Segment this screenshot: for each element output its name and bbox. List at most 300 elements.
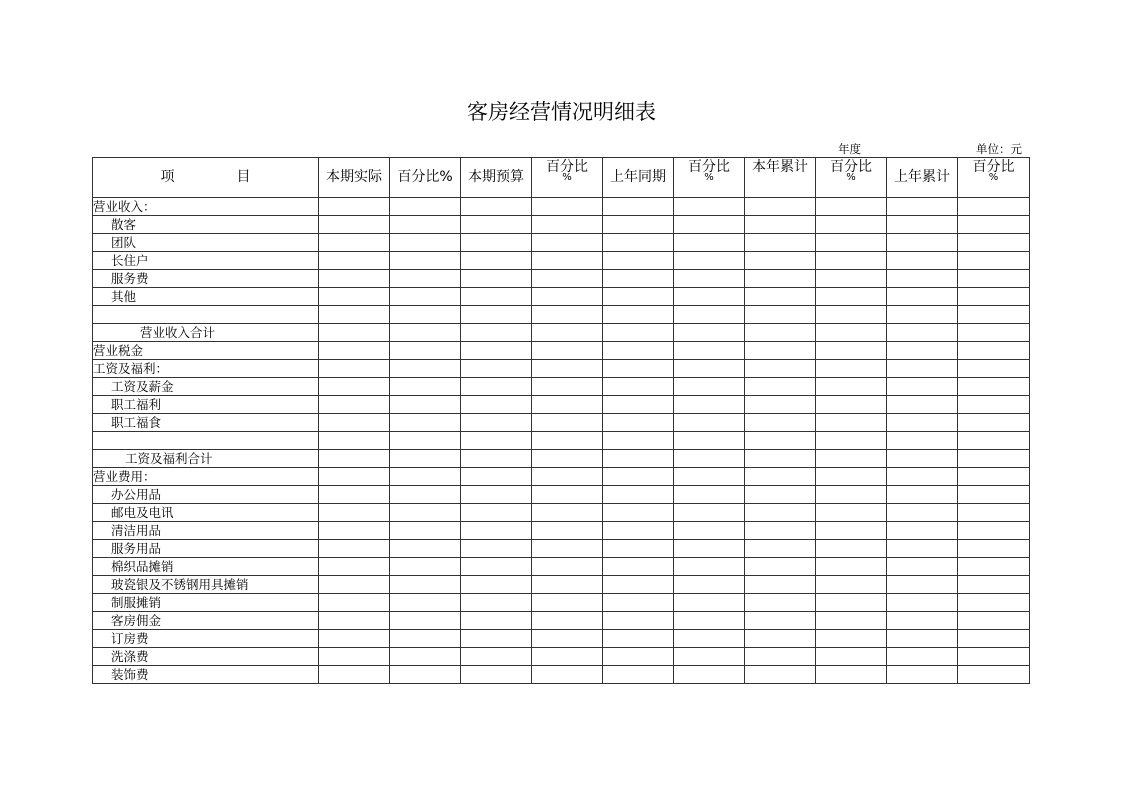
- table-cell[interactable]: [603, 450, 674, 468]
- table-cell[interactable]: [887, 414, 958, 432]
- table-cell[interactable]: [390, 522, 461, 540]
- table-cell[interactable]: [745, 540, 816, 558]
- table-cell[interactable]: [532, 216, 603, 234]
- column-header-label: 百分比: [546, 159, 588, 175]
- table-cell[interactable]: [958, 396, 1030, 414]
- column-header: [745, 158, 816, 198]
- table-cell[interactable]: [674, 558, 745, 576]
- table-cell[interactable]: [532, 558, 603, 576]
- table-cell[interactable]: [603, 360, 674, 378]
- table-cell[interactable]: [887, 612, 958, 630]
- row-label: 散客: [93, 216, 319, 234]
- table-cell[interactable]: [603, 630, 674, 648]
- table-row: [93, 558, 1030, 576]
- table-cell[interactable]: [461, 630, 532, 648]
- table-cell[interactable]: [390, 306, 461, 324]
- table-cell[interactable]: [461, 288, 532, 306]
- table-cell[interactable]: [603, 486, 674, 504]
- table-cell[interactable]: [319, 360, 390, 378]
- table-cell[interactable]: [532, 342, 603, 360]
- table-cell[interactable]: [816, 594, 887, 612]
- table-cell[interactable]: [461, 306, 532, 324]
- table-cell[interactable]: [461, 378, 532, 396]
- table-cell[interactable]: [390, 594, 461, 612]
- table-cell[interactable]: [816, 414, 887, 432]
- table-cell[interactable]: [674, 504, 745, 522]
- table-cell[interactable]: [745, 486, 816, 504]
- table-cell[interactable]: [674, 540, 745, 558]
- table-cell[interactable]: [319, 234, 390, 252]
- table-cell[interactable]: [603, 342, 674, 360]
- table-cell[interactable]: [816, 288, 887, 306]
- table-cell[interactable]: [603, 378, 674, 396]
- table-cell[interactable]: [461, 504, 532, 522]
- table-cell[interactable]: [461, 522, 532, 540]
- table-cell[interactable]: [674, 216, 745, 234]
- table-cell[interactable]: [816, 540, 887, 558]
- table-cell[interactable]: [461, 450, 532, 468]
- table-cell[interactable]: [674, 630, 745, 648]
- table-cell[interactable]: [319, 288, 390, 306]
- table-cell[interactable]: [461, 540, 532, 558]
- table-cell[interactable]: [745, 270, 816, 288]
- table-cell[interactable]: [461, 198, 532, 216]
- table-cell[interactable]: [532, 540, 603, 558]
- table-cell[interactable]: [674, 576, 745, 594]
- table-cell[interactable]: [603, 288, 674, 306]
- row-label: 制服摊销: [93, 594, 319, 612]
- table-cell[interactable]: [390, 216, 461, 234]
- table-cell[interactable]: [887, 648, 958, 666]
- table-cell[interactable]: [461, 486, 532, 504]
- table-cell[interactable]: [958, 414, 1030, 432]
- table-cell[interactable]: [674, 342, 745, 360]
- table-cell[interactable]: [319, 540, 390, 558]
- table-cell[interactable]: [816, 576, 887, 594]
- table-cell[interactable]: [745, 288, 816, 306]
- table-row: [93, 450, 1030, 468]
- table-cell[interactable]: [816, 612, 887, 630]
- table-cell[interactable]: [674, 666, 745, 684]
- table-cell[interactable]: [532, 252, 603, 270]
- table-cell[interactable]: [745, 198, 816, 216]
- table-cell[interactable]: [461, 414, 532, 432]
- table-cell[interactable]: [816, 324, 887, 342]
- table-cell[interactable]: [958, 666, 1030, 684]
- row-label: 工资及福利：: [93, 360, 319, 378]
- table-cell[interactable]: [958, 468, 1030, 486]
- table-cell[interactable]: [532, 234, 603, 252]
- table-cell[interactable]: [958, 522, 1030, 540]
- table-cell[interactable]: [532, 594, 603, 612]
- row-label: 客房佣金: [93, 612, 319, 630]
- table-cell[interactable]: [603, 414, 674, 432]
- table-cell[interactable]: [674, 396, 745, 414]
- table-cell[interactable]: [745, 306, 816, 324]
- table-cell[interactable]: [603, 594, 674, 612]
- table-cell[interactable]: [745, 324, 816, 342]
- table-cell[interactable]: [603, 648, 674, 666]
- row-label: 清洁用品: [93, 522, 319, 540]
- table-cell[interactable]: [958, 198, 1030, 216]
- table-cell[interactable]: [319, 594, 390, 612]
- table-cell[interactable]: [745, 612, 816, 630]
- table-cell[interactable]: [603, 432, 674, 450]
- table-cell[interactable]: [461, 594, 532, 612]
- table-cell[interactable]: [674, 360, 745, 378]
- table-cell[interactable]: [887, 378, 958, 396]
- table-cell[interactable]: [745, 522, 816, 540]
- table-cell[interactable]: [390, 288, 461, 306]
- table-cell[interactable]: [603, 576, 674, 594]
- table-cell[interactable]: [390, 342, 461, 360]
- table-cell[interactable]: [674, 306, 745, 324]
- table-cell[interactable]: [745, 648, 816, 666]
- table-cell[interactable]: [603, 540, 674, 558]
- table-cell[interactable]: [461, 648, 532, 666]
- table-cell[interactable]: [390, 324, 461, 342]
- table-cell[interactable]: [532, 288, 603, 306]
- table-cell[interactable]: [958, 288, 1030, 306]
- table-cell[interactable]: [674, 450, 745, 468]
- table-row: [93, 666, 1030, 684]
- table-cell[interactable]: [461, 342, 532, 360]
- table-cell[interactable]: [390, 378, 461, 396]
- table-cell[interactable]: [603, 396, 674, 414]
- table-cell[interactable]: [390, 198, 461, 216]
- table-cell[interactable]: [461, 432, 532, 450]
- column-header: [674, 158, 745, 198]
- table-cell[interactable]: [390, 432, 461, 450]
- table-cell[interactable]: [887, 306, 958, 324]
- table-cell[interactable]: [390, 252, 461, 270]
- table-cell[interactable]: [532, 486, 603, 504]
- table-cell[interactable]: [674, 432, 745, 450]
- table-row: [93, 198, 1030, 216]
- table-cell[interactable]: [319, 648, 390, 666]
- table-cell[interactable]: [532, 270, 603, 288]
- table-row: [93, 360, 1030, 378]
- detail-table: [92, 157, 1030, 684]
- column-header-label: 上年累计: [894, 169, 950, 185]
- table-cell[interactable]: [745, 396, 816, 414]
- table-cell[interactable]: [390, 558, 461, 576]
- table-cell[interactable]: [532, 306, 603, 324]
- table-cell[interactable]: [816, 342, 887, 360]
- table-cell[interactable]: [887, 450, 958, 468]
- table-cell[interactable]: [319, 450, 390, 468]
- table-cell[interactable]: [887, 594, 958, 612]
- table-cell[interactable]: [887, 666, 958, 684]
- table-cell[interactable]: [603, 234, 674, 252]
- table-cell[interactable]: [887, 468, 958, 486]
- table-row: [93, 342, 1030, 360]
- table-cell[interactable]: [319, 486, 390, 504]
- table-cell[interactable]: [319, 630, 390, 648]
- table-cell[interactable]: [816, 666, 887, 684]
- table-cell[interactable]: [745, 468, 816, 486]
- table-cell[interactable]: [745, 432, 816, 450]
- table-cell[interactable]: [319, 414, 390, 432]
- table-cell[interactable]: [319, 666, 390, 684]
- table-cell[interactable]: [674, 522, 745, 540]
- table-cell[interactable]: [745, 234, 816, 252]
- table-cell[interactable]: [816, 486, 887, 504]
- table-cell[interactable]: [674, 198, 745, 216]
- table-cell[interactable]: [958, 486, 1030, 504]
- table-cell[interactable]: [887, 504, 958, 522]
- table-cell[interactable]: [532, 522, 603, 540]
- table-cell[interactable]: [674, 270, 745, 288]
- table-cell[interactable]: [958, 342, 1030, 360]
- table-cell[interactable]: [887, 288, 958, 306]
- table-cell[interactable]: [674, 486, 745, 504]
- table-cell[interactable]: [603, 612, 674, 630]
- table-cell[interactable]: [603, 522, 674, 540]
- table-cell[interactable]: [816, 504, 887, 522]
- table-cell[interactable]: [816, 306, 887, 324]
- table-cell[interactable]: [958, 576, 1030, 594]
- table-cell[interactable]: [745, 342, 816, 360]
- table-cell[interactable]: [390, 630, 461, 648]
- table-cell[interactable]: [745, 558, 816, 576]
- table-cell[interactable]: [603, 468, 674, 486]
- table-cell[interactable]: [887, 540, 958, 558]
- table-cell[interactable]: [319, 504, 390, 522]
- table-cell[interactable]: [674, 324, 745, 342]
- table-cell[interactable]: [958, 270, 1030, 288]
- table-cell[interactable]: [958, 594, 1030, 612]
- table-cell[interactable]: [816, 360, 887, 378]
- table-cell[interactable]: [674, 648, 745, 666]
- table-cell[interactable]: [319, 216, 390, 234]
- table-cell[interactable]: [674, 234, 745, 252]
- table-cell[interactable]: [816, 270, 887, 288]
- table-cell[interactable]: [674, 468, 745, 486]
- table-cell[interactable]: [319, 432, 390, 450]
- table-cell[interactable]: [603, 558, 674, 576]
- table-cell[interactable]: [958, 504, 1030, 522]
- table-cell[interactable]: [603, 666, 674, 684]
- table-cell[interactable]: [816, 198, 887, 216]
- table-cell[interactable]: [603, 324, 674, 342]
- table-cell[interactable]: [461, 666, 532, 684]
- table-cell[interactable]: [887, 198, 958, 216]
- table-cell[interactable]: [390, 414, 461, 432]
- table-cell[interactable]: [603, 306, 674, 324]
- table-cell[interactable]: [745, 360, 816, 378]
- table-cell[interactable]: [461, 252, 532, 270]
- row-label: 服务用品: [93, 540, 319, 558]
- table-cell[interactable]: [745, 414, 816, 432]
- table-cell[interactable]: [319, 576, 390, 594]
- column-header-sub: %: [846, 172, 856, 183]
- table-cell[interactable]: [674, 594, 745, 612]
- table-cell[interactable]: [603, 252, 674, 270]
- table-cell[interactable]: [532, 432, 603, 450]
- table-cell[interactable]: [319, 324, 390, 342]
- table-cell[interactable]: [816, 558, 887, 576]
- table-cell[interactable]: [532, 504, 603, 522]
- table-cell[interactable]: [887, 396, 958, 414]
- table-cell[interactable]: [390, 576, 461, 594]
- table-cell[interactable]: [674, 612, 745, 630]
- table-cell[interactable]: [958, 450, 1030, 468]
- table-cell[interactable]: [958, 612, 1030, 630]
- table-cell[interactable]: [461, 576, 532, 594]
- table-cell[interactable]: [745, 252, 816, 270]
- row-label: 订房费: [93, 630, 319, 648]
- table-cell[interactable]: [958, 378, 1030, 396]
- table-cell[interactable]: [887, 234, 958, 252]
- table-cell[interactable]: [816, 450, 887, 468]
- table-cell[interactable]: [674, 378, 745, 396]
- table-cell[interactable]: [532, 612, 603, 630]
- table-cell[interactable]: [390, 396, 461, 414]
- table-cell[interactable]: [461, 558, 532, 576]
- column-header: [532, 158, 603, 198]
- table-cell[interactable]: [816, 522, 887, 540]
- table-cell[interactable]: [532, 468, 603, 486]
- table-cell[interactable]: [958, 360, 1030, 378]
- table-cell[interactable]: [816, 252, 887, 270]
- table-cell[interactable]: [461, 612, 532, 630]
- table-cell[interactable]: [887, 252, 958, 270]
- table-cell[interactable]: [390, 648, 461, 666]
- table-cell[interactable]: [461, 216, 532, 234]
- table-cell[interactable]: [887, 342, 958, 360]
- table-cell[interactable]: [816, 396, 887, 414]
- table-cell[interactable]: [674, 288, 745, 306]
- table-cell[interactable]: [745, 630, 816, 648]
- row-label: 玻瓷银及不锈钢用具摊销: [93, 576, 319, 594]
- table-cell[interactable]: [958, 630, 1030, 648]
- table-cell[interactable]: [461, 270, 532, 288]
- table-cell[interactable]: [532, 396, 603, 414]
- table-cell[interactable]: [816, 630, 887, 648]
- table-cell[interactable]: [603, 270, 674, 288]
- table-row: [93, 270, 1030, 288]
- table-cell[interactable]: [532, 648, 603, 666]
- table-cell[interactable]: [887, 360, 958, 378]
- table-cell[interactable]: [745, 378, 816, 396]
- table-cell[interactable]: [745, 576, 816, 594]
- table-cell[interactable]: [745, 594, 816, 612]
- table-cell[interactable]: [887, 324, 958, 342]
- table-cell[interactable]: [958, 540, 1030, 558]
- table-cell[interactable]: [887, 576, 958, 594]
- table-cell[interactable]: [532, 450, 603, 468]
- table-cell[interactable]: [319, 378, 390, 396]
- table-cell[interactable]: [390, 360, 461, 378]
- row-label: 办公用品: [93, 486, 319, 504]
- table-cell[interactable]: [532, 198, 603, 216]
- table-cell[interactable]: [390, 504, 461, 522]
- table-cell[interactable]: [461, 468, 532, 486]
- table-cell[interactable]: [958, 216, 1030, 234]
- table-cell[interactable]: [390, 468, 461, 486]
- table-cell[interactable]: [390, 234, 461, 252]
- table-cell[interactable]: [958, 648, 1030, 666]
- table-cell[interactable]: [958, 252, 1030, 270]
- table-cell[interactable]: [887, 486, 958, 504]
- table-cell[interactable]: [319, 396, 390, 414]
- table-cell[interactable]: [390, 270, 461, 288]
- table-cell[interactable]: [319, 612, 390, 630]
- table-cell[interactable]: [816, 378, 887, 396]
- table-cell[interactable]: [461, 396, 532, 414]
- table-cell[interactable]: [319, 342, 390, 360]
- table-cell[interactable]: [461, 360, 532, 378]
- table-cell[interactable]: [532, 576, 603, 594]
- row-label: [93, 432, 319, 450]
- table-cell[interactable]: [745, 450, 816, 468]
- table-cell[interactable]: [674, 252, 745, 270]
- table-cell[interactable]: [887, 432, 958, 450]
- table-cell[interactable]: [745, 666, 816, 684]
- table-cell[interactable]: [958, 324, 1030, 342]
- table-cell[interactable]: [390, 612, 461, 630]
- table-cell[interactable]: [532, 378, 603, 396]
- table-cell[interactable]: [319, 198, 390, 216]
- table-cell[interactable]: [745, 504, 816, 522]
- table-cell[interactable]: [319, 306, 390, 324]
- table-cell[interactable]: [532, 630, 603, 648]
- table-cell[interactable]: [461, 234, 532, 252]
- table-cell[interactable]: [319, 468, 390, 486]
- table-cell[interactable]: [603, 198, 674, 216]
- table-cell[interactable]: [319, 252, 390, 270]
- table-cell[interactable]: [816, 468, 887, 486]
- table-cell[interactable]: [816, 432, 887, 450]
- table-cell[interactable]: [532, 324, 603, 342]
- table-cell[interactable]: [887, 558, 958, 576]
- table-cell[interactable]: [603, 216, 674, 234]
- table-cell[interactable]: [887, 522, 958, 540]
- column-header: [603, 158, 674, 198]
- table-cell[interactable]: [319, 558, 390, 576]
- table-cell[interactable]: [887, 270, 958, 288]
- table-cell[interactable]: [816, 234, 887, 252]
- table-cell[interactable]: [816, 216, 887, 234]
- table-cell[interactable]: [532, 360, 603, 378]
- table-cell[interactable]: [390, 486, 461, 504]
- table-cell[interactable]: [958, 234, 1030, 252]
- table-cell[interactable]: [745, 216, 816, 234]
- table-cell[interactable]: [532, 414, 603, 432]
- table-cell[interactable]: [319, 270, 390, 288]
- table-cell[interactable]: [958, 558, 1030, 576]
- table-cell[interactable]: [319, 522, 390, 540]
- row-label: 棉织品摊销: [93, 558, 319, 576]
- table-row: [93, 234, 1030, 252]
- table-cell[interactable]: [390, 450, 461, 468]
- column-header-sub: %: [562, 172, 572, 183]
- table-cell[interactable]: [390, 666, 461, 684]
- table-cell[interactable]: [674, 414, 745, 432]
- table-cell[interactable]: [461, 324, 532, 342]
- table-cell[interactable]: [532, 666, 603, 684]
- table-cell[interactable]: [816, 648, 887, 666]
- table-row: [93, 522, 1030, 540]
- table-cell[interactable]: [958, 432, 1030, 450]
- column-header: [887, 158, 958, 198]
- table-cell[interactable]: [887, 630, 958, 648]
- table-cell[interactable]: [887, 216, 958, 234]
- table-cell[interactable]: [603, 504, 674, 522]
- table-cell[interactable]: [390, 540, 461, 558]
- table-cell[interactable]: [958, 306, 1030, 324]
